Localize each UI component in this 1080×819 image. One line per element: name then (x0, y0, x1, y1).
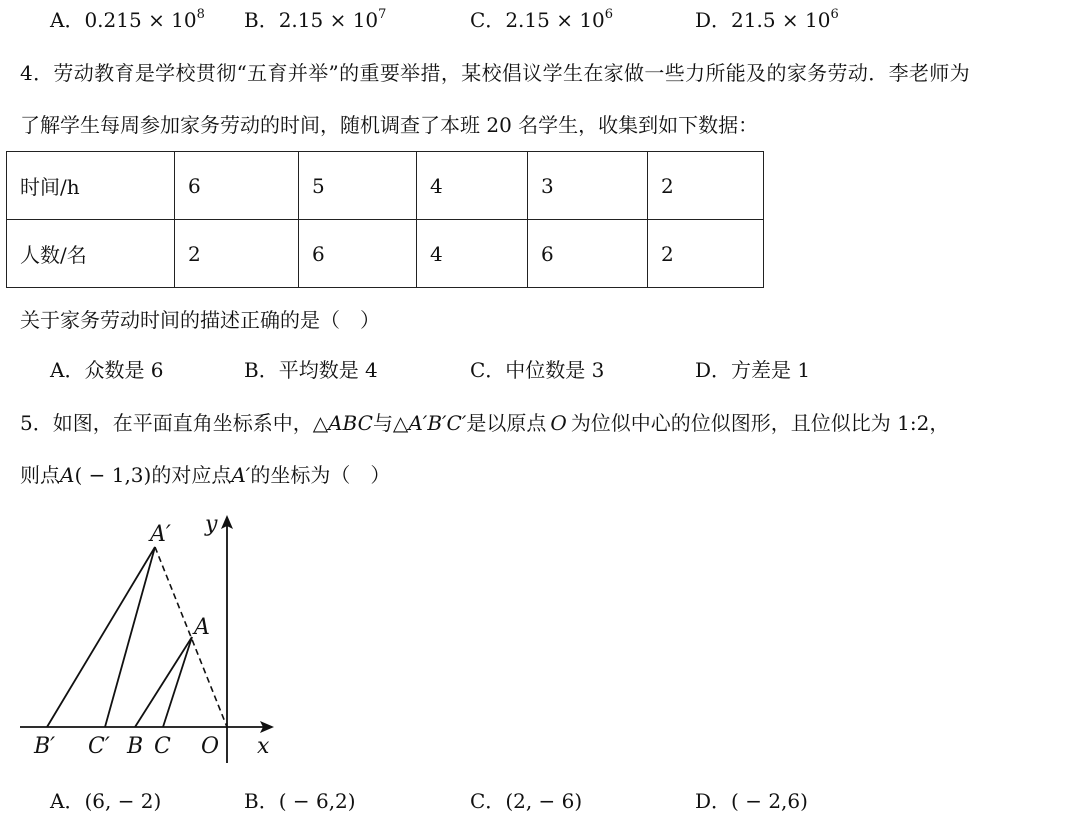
q5-similar-triangles-figure (0, 505, 300, 765)
table-cell: 6 (175, 152, 299, 220)
table-row (7, 152, 764, 220)
table-cell: 5 (299, 152, 417, 220)
table-cell: 2 (648, 152, 764, 220)
q3-option-a: A．$0.215 \times 10^8$ (50, 7, 205, 32)
table-cell: 4 (417, 220, 528, 288)
table-cell: 6 (299, 220, 417, 288)
table-row (7, 220, 764, 288)
label-x: x (257, 734, 270, 759)
table-header-count: 人数/名 (7, 220, 175, 288)
label-c: C (154, 734, 171, 759)
segment-a-c (163, 637, 192, 727)
q5-text-line2: 则点A( − 1,3)的对应点A′的坐标为（ ） (20, 463, 391, 487)
q4-option-d: D．方差是 1 (695, 358, 811, 382)
segment-a-prime-c-prime (105, 547, 155, 727)
q4-option-b: B．平均数是 4 (244, 358, 378, 382)
segment-a-prime-b-prime (47, 547, 155, 727)
label-b-prime: B′ (34, 734, 56, 759)
table-cell: 4 (417, 152, 528, 220)
q3-option-d: D．$21.5 \times 10^6$ (695, 7, 839, 32)
table-cell: 3 (528, 152, 648, 220)
label-c-prime: C′ (88, 734, 110, 759)
q4-option-c: C．中位数是 3 (470, 358, 605, 382)
label-a: A (194, 615, 210, 640)
q4-data-table (6, 151, 764, 288)
q4-text-line2: 了解学生每周参加家务劳动的时间，随机调查了本班 20 名学生，收集到如下数据： (20, 113, 759, 137)
table-cell: 6 (528, 220, 648, 288)
q5-text-line1: 5．如图，在平面直角坐标系中，△ABC与△A′B′C′是以原点 O 为位似中心的位似图形，且位似比为 1:2， (20, 411, 950, 435)
label-o: O (201, 734, 220, 759)
label-y: y (205, 512, 218, 537)
q3-option-c: C．$2.15 \times 10^6$ (470, 7, 614, 32)
q5-option-d: D．( − 2,6) (695, 789, 808, 813)
q4-prompt: 关于家务劳动时间的描述正确的是（ ） (20, 308, 380, 332)
q3-option-b: B．$2.15 \times 10^7$ (244, 7, 387, 32)
q5-option-b: B．( − 6,2) (244, 789, 356, 813)
table-cell: 2 (175, 220, 299, 288)
segment-a-b (135, 637, 192, 727)
q4-text-line1: 4．劳动教育是学校贯彻“五育并举”的重要举措，某校倡议学生在家做一些力所能及的家务劳动．李老师为 (20, 61, 970, 85)
label-a-prime: A′ (150, 522, 171, 547)
q4-option-a: A．众数是 6 (50, 358, 164, 382)
q5-option-a: A．(6, − 2) (50, 789, 162, 813)
table-header-time: 时间/h (7, 152, 175, 220)
q5-option-c: C．(2, − 6) (470, 789, 583, 813)
label-b: B (127, 734, 144, 759)
table-cell: 2 (648, 220, 764, 288)
